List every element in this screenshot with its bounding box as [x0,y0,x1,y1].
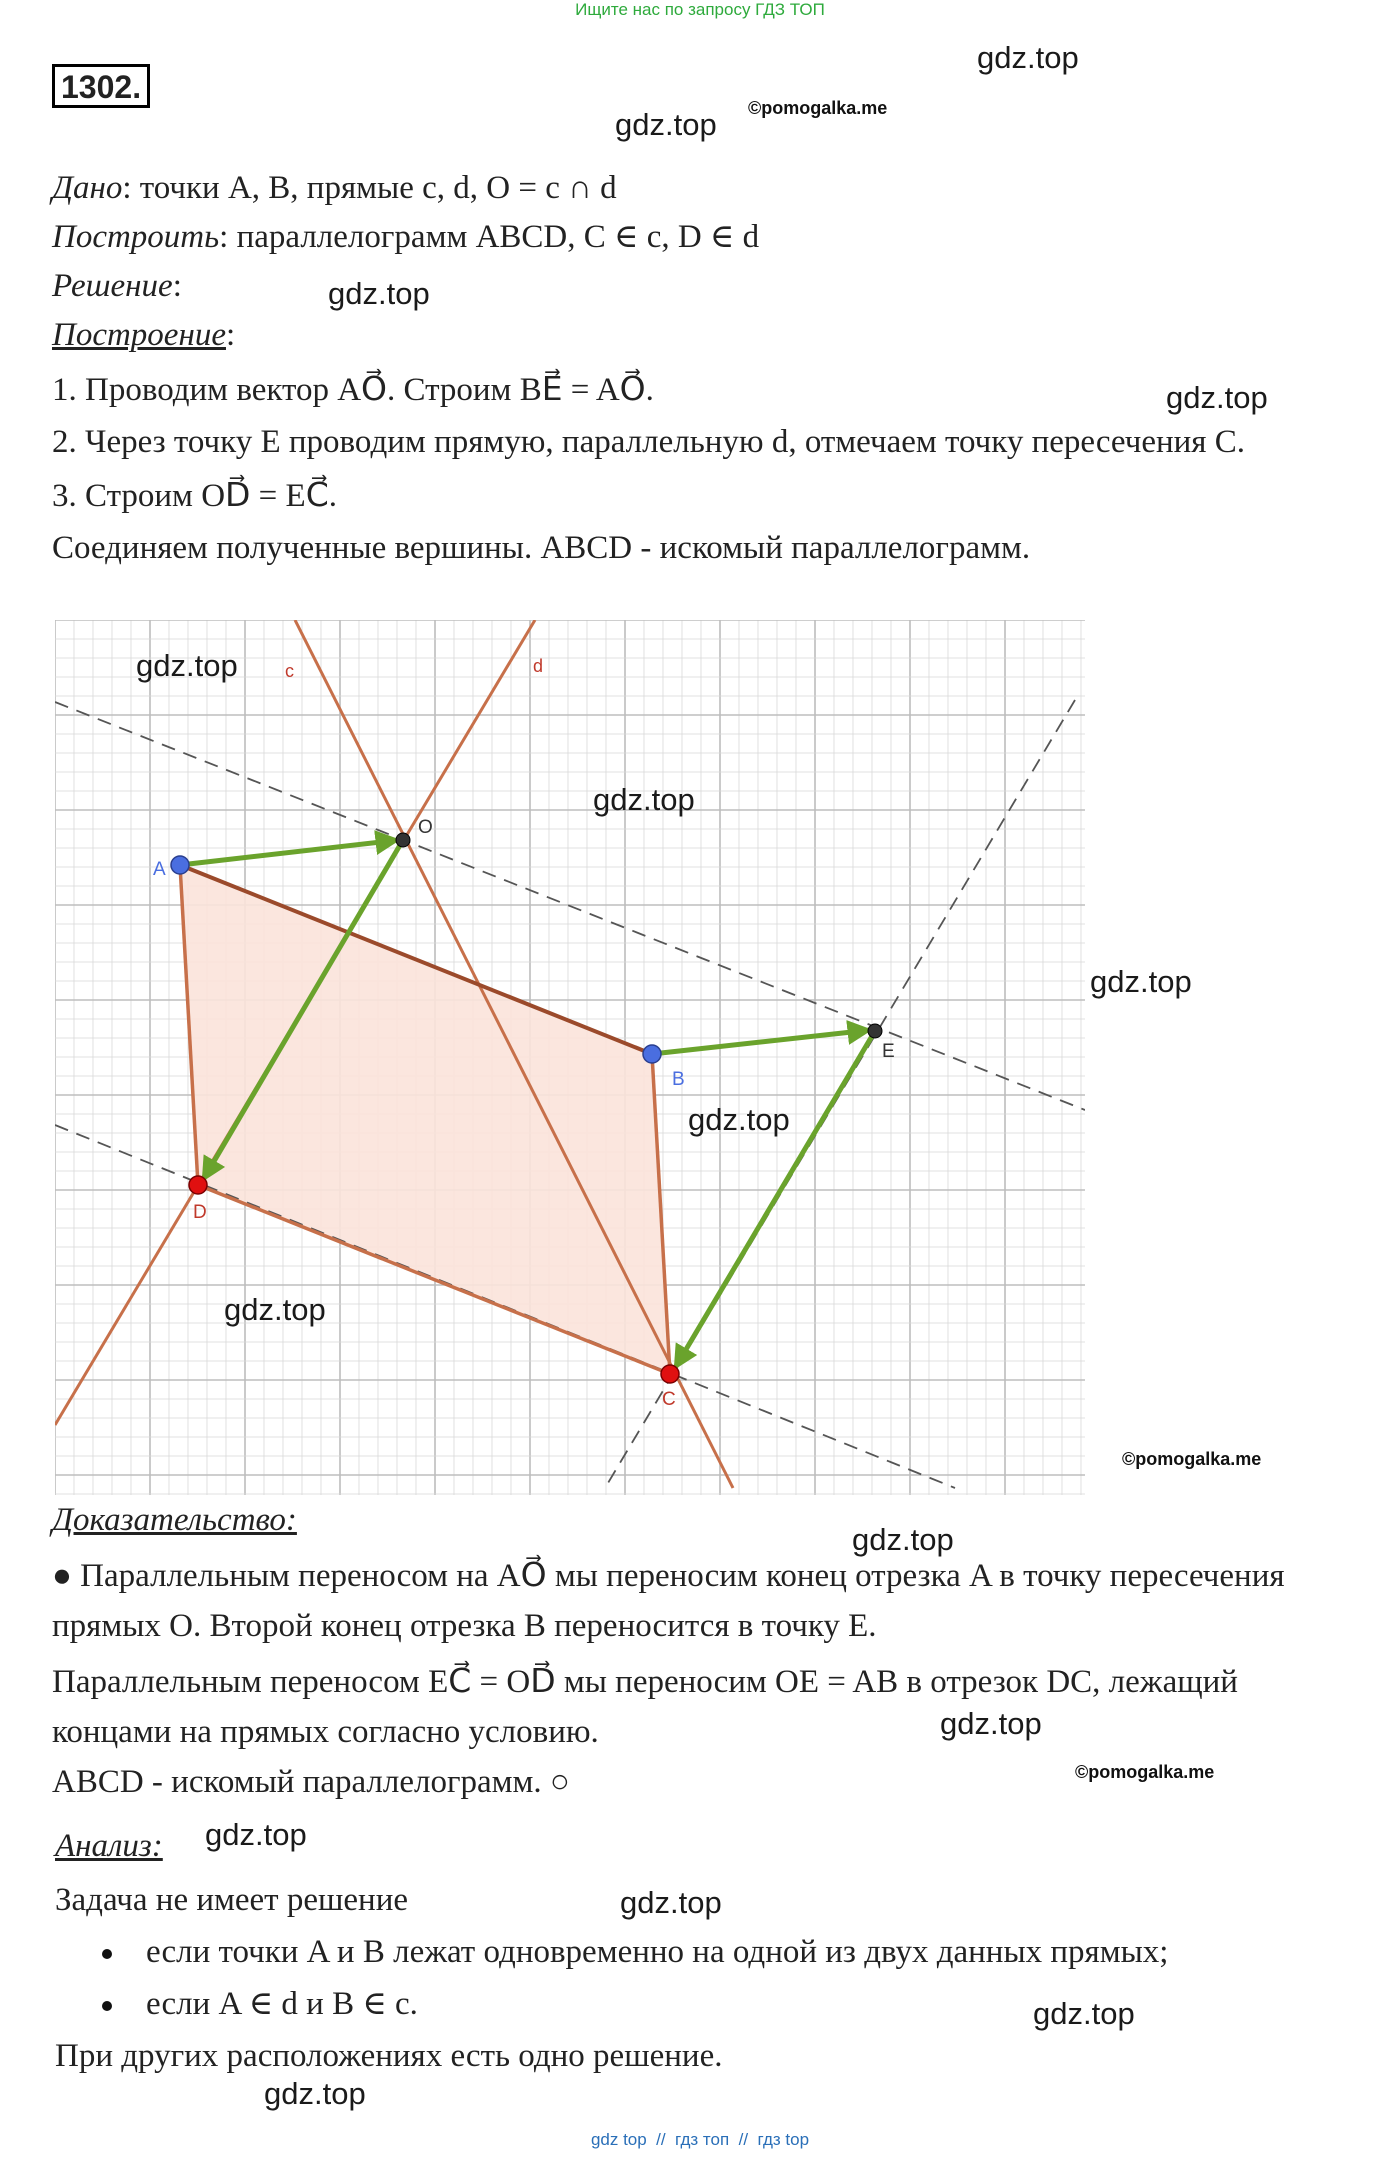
analysis-bullet-2 [102,1984,418,2024]
vector-be [652,1030,870,1054]
point-c [661,1365,679,1383]
step-3: 3. Строим OD⃗ = EC⃗. [52,478,337,514]
construction-figure [55,620,1085,1495]
watermark: gdz.top [205,1817,307,1852]
analysis-intro: Задача не имеет решение [55,1882,409,1918]
label-line-d: d [533,656,544,676]
construct-label: Построить [52,219,220,255]
label-b: B [672,1069,685,1090]
label-line-c: c [285,661,294,681]
watermark: gdz.top [1033,1996,1135,2031]
point-e [868,1024,882,1038]
construction-heading [52,315,235,355]
watermark: gdz.top [136,648,238,683]
step-1: 1. Проводим вектор AO⃗. Строим BE⃗ = AO⃗. [52,372,654,408]
label-d: D [193,1202,207,1223]
analysis-bullet-text: если точки A и B лежат одновременно на одной из двух данных прямых; [146,1934,1169,1970]
proof-line-4: концами на прямых согласно условию. [52,1714,599,1750]
given-line [52,168,617,208]
watermark: gdz.top [264,2076,366,2111]
vector-ec [675,1031,875,1368]
analysis-bullet-1 [102,1932,1168,1972]
proof-line-2: прямых O. Второй конец отрезка B переносится в точку E. [52,1608,877,1644]
construction-colon: : [225,317,236,353]
watermark: gdz.top [977,40,1079,75]
label-o: O [418,817,433,838]
footer-links[interactable]: gdz top // гдз топ // гдз top [590,2130,810,2149]
construct-text: : параллелограмм ABCD, C ∈ c, D ∈ d [219,219,760,255]
analysis-outro: При других расположениях есть одно решение. [55,2038,723,2074]
bullet-icon [102,1949,112,1959]
watermark: gdz.top [1090,964,1192,999]
solution-colon: : [172,268,182,304]
solution-label: Решение [52,268,173,304]
watermark: gdz.top [852,1522,954,1557]
proof-line-5: ABCD - искомый параллелограмм. ○ [52,1764,570,1800]
point-o [396,833,410,847]
top-banner[interactable]: Ищите нас по запросу ГДЗ ТОП [575,0,825,19]
copyright: ©pomogalka.me [1122,1449,1262,1469]
bullet-icon [102,2001,112,2011]
copyright: ©pomogalka.me [1075,1762,1215,1782]
watermark: gdz.top [615,107,717,142]
label-e: E [882,1041,895,1062]
watermark: gdz.top [593,782,695,817]
watermark: gdz.top [1166,380,1268,415]
watermark: gdz.top [224,1292,326,1327]
label-c: C [662,1389,676,1410]
watermark: gdz.top [328,276,430,311]
proof-line-1: ● Параллельным переносом на AO⃗ мы переносим конец отрезка A в точку пересечения [52,1558,1285,1594]
watermark: gdz.top [940,1706,1042,1741]
point-d [189,1176,207,1194]
point-a [171,856,189,874]
given-label: Дано [52,170,123,206]
point-b [643,1045,661,1063]
watermark: gdz.top [620,1885,722,1920]
given-text: : точки A, B, прямые c, d, O = c ∩ d [122,170,617,206]
analysis-bullet-text: если A ∈ d и B ∈ c. [146,1986,418,2022]
proof-line-3: Параллельным переносом EC⃗ = OD⃗ мы переносим OE = AB в отрезок DC, лежащий [52,1664,1238,1700]
step-2: 2. Через точку E проводим прямую, параллельную d, отмечаем точку пересечения C. [52,424,1245,460]
connect-line: Соединяем полученные вершины. ABCD - искомый параллелограмм. [52,530,1031,566]
watermark: gdz.top [688,1102,790,1137]
proof-heading: Доказательство: [52,1502,297,1538]
problem-number: 1302. [52,64,150,108]
solution-heading [52,266,182,306]
construct-line [52,217,759,257]
vector-ao [180,840,398,865]
construction-label: Построение [52,317,226,353]
analysis-heading: Анализ: [55,1828,163,1864]
label-a: A [153,859,166,880]
copyright: ©pomogalka.me [748,98,888,118]
